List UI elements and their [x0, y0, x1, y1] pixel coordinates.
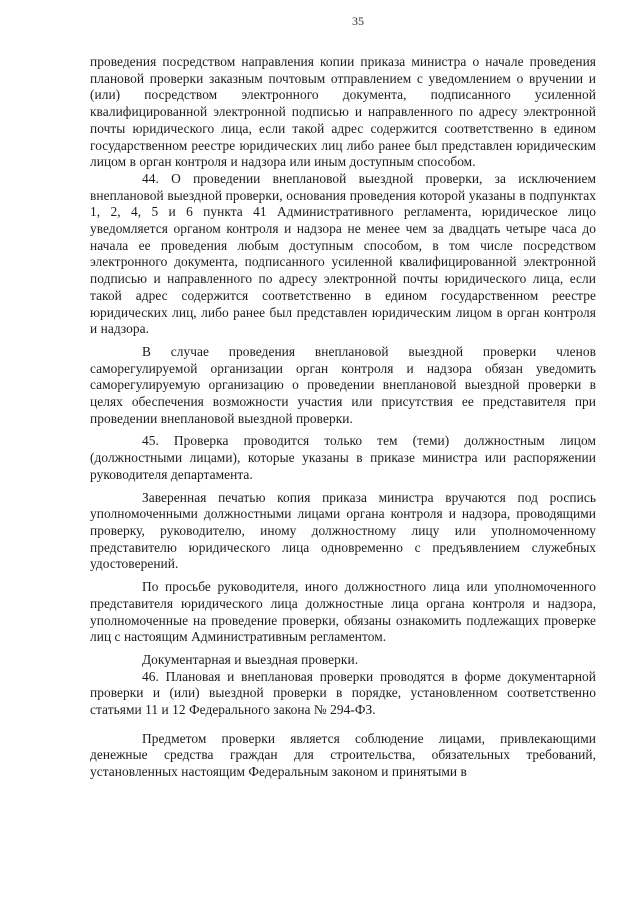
paragraph-sro-notice: В случае проведения внеплановой выездной проверки членов саморегулируемой организации орган контроля и надзора обязан уведомить саморегулируемую организацию о проведении внеплановой выездной проверки в целях обеспечения возможности участия или присутствия ее представителя при проведении внеплановой выездной проверки. [90, 343, 596, 426]
section-heading-documentary-onsite: Документарная и выездная проверки. [142, 651, 359, 667]
paragraph-certified-copy: Заверенная печатью копия приказа министра вручаются под роспись уполномоченными должностными лицами органа контроля и надзора, проводящими проверку, руководителю, иному должностному лицу или уполномоченному представителю юридического лица одновременно с предъявлением служебных удостоверений. [90, 489, 596, 572]
page-number: 35 [352, 14, 364, 28]
paragraph-on-request: По просьбе руководителя, иного должностного лица или уполномоченного представителя юридического лица должностные лица органа контроля и надзора, уполномоченные на проведение проверки, обязаны ознакомить подлежащих проверке лиц с настоящим Административным регламентом. [90, 579, 596, 645]
paragraph-46: 46. Плановая и внеплановая проверки проводятся в форме документарной проверки и (или) выездной проверки в порядке, установленном соответственно статьями 11 и 12 Федерального закона № 294-ФЗ. [90, 668, 596, 718]
paragraph-44: 44. О проведении внеплановой выездной проверки, за исключением внеплановой выездной проверки, основания проведения которой указаны в подпунктах 1, 2, 4, 5 и 6 пункта 41 Административного регламента, юридическое лицо уведомляется органом контроля и надзора не менее чем за двадцать четыре часа до начала ее проведения любым доступным способом, в том числе посредством электронного документа, подписанного усиленной квалифицированной электронной подписью и направленного по адресу электронной почты юридического лица, если такой адрес содержится соответственно в едином государственном реестре юридических лиц, либо ранее был представлен юридическим лицом в орган контроля и надзора. [90, 170, 596, 337]
paragraph-45: 45. Проверка проводится только тем (теми) должностным лицом (должностными лицами), которые указаны в приказе министра или распоряжении руководителя департамента. [90, 433, 596, 482]
paragraph-continuation: проведения посредством направления копии приказа министра о начале проведения плановой проверки заказным почтовым отправлением с уведомлением о вручении и (или) посредством электронного документа, подписанного усиленной квалифицированной электронной подписью и направленного по адресу электронной почты юридического лица, если такой адрес содержится соответственно в едином государственном реестре юридических лиц либо ранее был представлен юридическим лицом в орган контроля и надзора или иным доступным способом. [90, 54, 596, 170]
paragraph-subject-of-inspection: Предметом проверки является соблюдение лицами, привлекающими денежные средства граждан для строительства, обязательных требований, установленных настоящим Федеральным законом и принятыми в [90, 730, 596, 780]
